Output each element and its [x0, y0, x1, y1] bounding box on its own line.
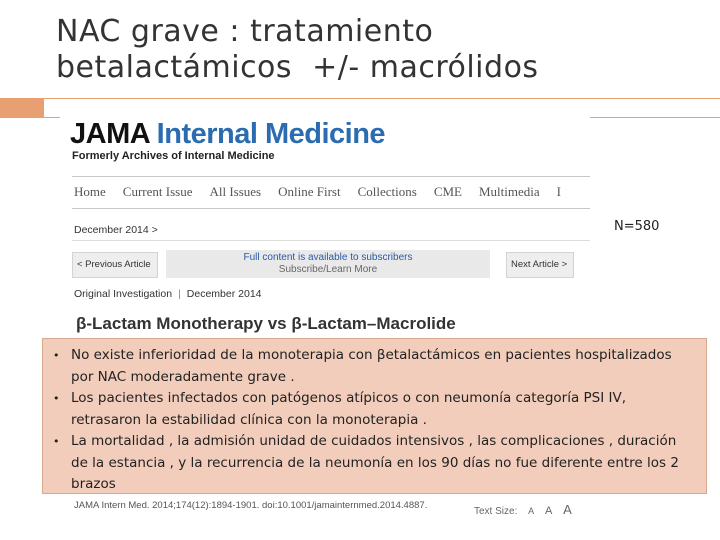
nav-item-collections[interactable]: Collections — [357, 184, 417, 199]
subscribe-message: Full content is available to subscribers — [243, 252, 413, 263]
slide-title — [56, 14, 656, 86]
previous-article-button[interactable]: < Previous Article — [72, 252, 158, 278]
issue-divider — [72, 240, 590, 241]
slide-title-line1: NAC grave : tratamiento — [56, 14, 434, 49]
title-divider-top — [44, 98, 720, 99]
nav-item-home[interactable]: Home — [74, 184, 106, 199]
summary-box — [42, 338, 707, 494]
nav-divider-bottom — [72, 208, 590, 209]
journal-logo-name: Internal Medicine — [156, 118, 386, 150]
text-size-medium-button[interactable]: A — [544, 505, 553, 517]
journal-nav — [74, 184, 561, 200]
article-meta — [74, 288, 262, 300]
slide-title-line2: betalactámicos +/- macrólidos — [56, 50, 539, 85]
title-accent-block — [0, 98, 44, 118]
text-size-large-button[interactable]: A — [563, 502, 572, 517]
nav-item-multimedia[interactable]: Multimedia — [478, 184, 540, 199]
bullet-marker: • — [53, 435, 60, 448]
nav-item-all-issues[interactable]: All Issues — [209, 184, 262, 199]
article-title: β-Lactam Monotherapy vs β-Lactam–Macrolide — [76, 314, 456, 333]
meta-separator: | — [178, 288, 181, 300]
nav-item-current-issue[interactable]: Current Issue — [122, 184, 193, 199]
nav-divider-top — [72, 176, 590, 177]
next-article-button[interactable]: Next Article > — [506, 252, 574, 278]
subscribe-link[interactable]: Subscribe/Learn More — [278, 264, 378, 275]
text-size-small-button[interactable]: A — [528, 506, 535, 516]
nav-item-online-first[interactable]: Online First — [278, 184, 341, 199]
summary-bullet-2 — [43, 388, 696, 431]
nav-item-cme[interactable]: CME — [433, 184, 462, 199]
text-size-label: Text Size: — [474, 506, 518, 517]
subscribe-banner[interactable] — [166, 250, 490, 278]
summary-bullet-text: No existe inferioridad de la monoterapia con βetalactámicos en pacientes hospitalizados por NAC moderadamente grave . — [71, 347, 672, 385]
bullet-marker: • — [53, 392, 60, 405]
journal-logo-jama: JAMA — [70, 118, 150, 150]
bullet-marker: • — [53, 349, 60, 362]
summary-bullet-1 — [43, 345, 696, 388]
summary-bullet-3 — [43, 431, 696, 496]
nav-item-truncated[interactable]: I — [556, 184, 561, 199]
summary-bullet-list — [43, 345, 696, 496]
issue-link[interactable]: December 2014 > — [74, 224, 158, 236]
article-type[interactable]: Original Investigation — [74, 288, 173, 300]
journal-logo[interactable] — [70, 118, 385, 151]
sample-size-label: N=580 — [614, 219, 660, 234]
journal-subtitle: Formerly Archives of Internal Medicine — [72, 150, 275, 162]
text-size-control — [474, 502, 580, 517]
article-date[interactable]: December 2014 — [186, 288, 262, 300]
summary-bullet-text: Los pacientes infectados con patógenos atípicos o con neumonía categoría PSI IV, retrasaron la estabilidad clínica con la monoterapia . — [71, 390, 627, 428]
article-citation: JAMA Intern Med. 2014;174(12):1894-1901. doi:10.1001/jamainternmed.2014.4887. — [74, 500, 428, 511]
summary-bullet-text: La mortalidad , la admisión unidad de cuidados intensivos , las complicaciones , duración de la estancia , y la recurrencia de la neumonía en los 90 días no fue diferente entre los 2 brazos — [71, 433, 679, 492]
